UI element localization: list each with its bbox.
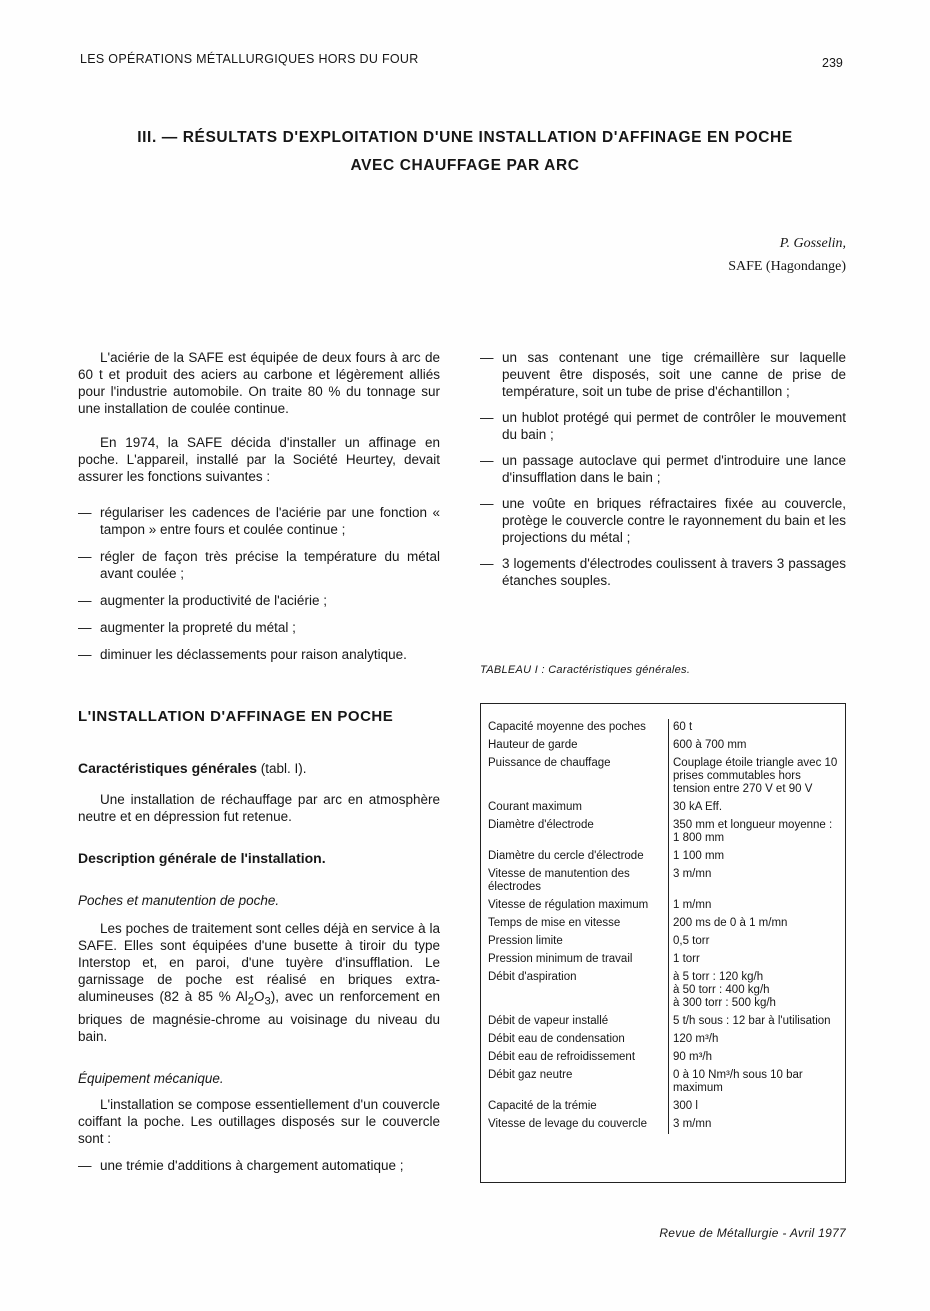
table-cell-value: 3 m/mn <box>673 1118 712 1130</box>
list-item: — une voûte en briques réfractaires fixée au couvercle, protège le couvercle contre le rayonnement du bain et les projections du métal ; <box>480 496 846 545</box>
table-cell-value: 300 l <box>673 1100 698 1112</box>
table-cell-label: Débit eau de condensation <box>486 1031 669 1049</box>
author-affiliation: SAFE (Hagondange) <box>728 259 846 274</box>
intro-paragraph-2: En 1974, la SAFE décida d'installer un affinage en poche. L'appareil, installé par la Société Heurtey, devait assurer les fonctions suivantes : <box>78 435 440 484</box>
intro-paragraph-1: L'aciérie de la SAFE est équipée de deux fours à arc de 60 t et produit des aciers au carbone et légèrement alliés pour l'industrie automobile. On traite 80 % du tonnage sur une installation de coulée continue. <box>78 350 440 416</box>
table-cell-value: 600 à 700 mm <box>673 739 747 751</box>
list-item: — diminuer les déclassements pour raison analytique. <box>78 647 407 662</box>
table-cell-value: 90 m³/h <box>673 1051 712 1063</box>
table-cell-label: Capacité de la trémie <box>486 1098 669 1116</box>
list-item: — régulariser les cadences de l'aciérie par une fonction « tampon » entre fours et coulée continue ; <box>78 505 440 537</box>
list-item: — un sas contenant une tige crémaillère sur laquelle peuvent être disposés, soit une canne de prise de température, soit un tube de prise d'échantillon ; <box>480 350 846 399</box>
table-row <box>486 1049 841 1067</box>
table-row <box>486 1031 841 1049</box>
poches-text: Les poches de traitement sont celles déjà en service à la SAFE. Elles sont équipées d'une busette à tiroir du type Interstop et, en paroi, d'une tuyère d'insufflation. Le garnissage de poche est réalisé en briques extra-alumineuses (82 à 85 % $Al_2O_3$), avec un renforcement en briques de magnésie-chrome au voisinage du niveau du bain. <box>78 921 440 1044</box>
equipement-text: L'installation se compose essentiellement d'un couvercle coiffant la poche. Les outillages disposés sur le couvercle sont : <box>78 1096 440 1146</box>
table-cell-value: 200 ms de 0 à 1 m/mn <box>673 917 788 929</box>
table-row <box>486 933 841 951</box>
table-row <box>486 848 841 866</box>
left-column-body <box>78 760 440 1174</box>
table-cell-label: Débit gaz neutre <box>486 1067 669 1098</box>
section-heading: L'INSTALLATION D'AFFINAGE EN POCHE <box>78 708 394 725</box>
page-number: 239 <box>822 56 843 70</box>
caracteristiques-text: Une installation de réchauffage par arc en atmosphère neutre et en dépression fut retenue. <box>78 792 440 824</box>
table-cell-label: Pression limite <box>486 933 669 951</box>
list-item: — augmenter la productivité de l'aciérie ; <box>78 593 327 608</box>
table-cell-value: 5 t/h sous : 12 bar à l'utilisation <box>673 1015 831 1027</box>
list-item: — un hublot protégé qui permet de contrôler le mouvement du bain ; <box>480 410 846 442</box>
right-column-list <box>480 349 846 589</box>
table-cell-label: Pression minimum de travail <box>486 951 669 969</box>
list-item: — régler de façon très précise la température du métal avant coulée ; <box>78 549 440 581</box>
table-cell-value: 3 m/mn <box>673 868 712 880</box>
table-cell-value: 1 torr <box>673 953 700 965</box>
table-row <box>486 897 841 915</box>
table-cell-label: Débit d'aspiration <box>486 969 669 1013</box>
title-line-1: III. — RÉSULTATS D'EXPLOITATION D'UNE INSTALLATION D'AFFINAGE EN POCHE <box>137 129 793 146</box>
subsection-caracteristiques <box>78 760 440 777</box>
table-cell-label: Diamètre du cercle d'électrode <box>486 848 669 866</box>
table-cell-value: 120 m³/h <box>673 1033 719 1045</box>
article-title <box>60 124 870 180</box>
characteristics-table <box>486 719 841 1134</box>
journal-footer: Revue de Métallurgie - Avril 1977 <box>659 1226 846 1240</box>
table-cell-value: 0,5 torr <box>673 935 710 947</box>
table-caption: TABLEAU I : Caractéristiques générales. <box>480 664 691 676</box>
table-cell-value: 0 à 10 Nm³/h sous 10 bar maximum <box>673 1069 803 1094</box>
table-row <box>486 1067 841 1098</box>
table-row <box>486 817 841 848</box>
title-line-2: AVEC CHAUFFAGE PAR ARC <box>350 157 580 174</box>
list-item: — 3 logements d'électrodes coulissent à travers 3 passages étanches souples. <box>480 556 846 588</box>
table-cell-label: Puissance de chauffage <box>486 755 669 799</box>
table-cell-label: Vitesse de levage du couvercle <box>486 1116 669 1134</box>
running-header: LES OPÉRATIONS MÉTALLURGIQUES HORS DU FOUR <box>80 52 419 66</box>
table-cell-value: 30 kA Eff. <box>673 801 723 813</box>
list-item: — augmenter la propreté du métal ; <box>78 620 296 635</box>
subsection-heading: Caractéristiques générales <box>78 760 257 776</box>
poches-heading: Poches et manutention de poche. <box>78 893 280 908</box>
table-cell-label: Débit de vapeur installé <box>486 1013 669 1031</box>
table-row <box>486 1098 841 1116</box>
table-cell-value: à 5 torr : 120 kg/h à 50 torr : 400 kg/h à 300 torr : 500 kg/h <box>673 971 776 1009</box>
table-cell-label: Vitesse de manutention des électrodes <box>486 866 669 897</box>
table-row <box>486 799 841 817</box>
table-cell-label: Diamètre d'électrode <box>486 817 669 848</box>
table-row <box>486 915 841 933</box>
table-cell-label: Courant maximum <box>486 799 669 817</box>
table-row <box>486 951 841 969</box>
table-cell-label: Hauteur de garde <box>486 737 669 755</box>
table-cell-label: Vitesse de régulation maximum <box>486 897 669 915</box>
functions-list <box>78 504 440 663</box>
table-row <box>486 866 841 897</box>
table-row <box>486 969 841 1013</box>
table-cell-label: Débit eau de refroidissement <box>486 1049 669 1067</box>
table-cell-value: Couplage étoile triangle avec 10 prises commutables hors tension entre 270 V et 90 V <box>673 757 838 795</box>
table-reference: (tabl. I). <box>256 761 307 776</box>
list-item: — un passage autoclave qui permet d'introduire une lance d'insufflation dans le bain ; <box>480 453 846 485</box>
author-block <box>600 232 846 278</box>
equipement-heading: Équipement mécanique. <box>78 1070 224 1086</box>
list-item: — une trémie d'additions à chargement automatique ; <box>78 1157 404 1173</box>
table-cell-label: Capacité moyenne des poches <box>486 719 669 737</box>
table-row <box>486 755 841 799</box>
table-cell-value: 60 t <box>673 721 693 733</box>
table-row <box>486 719 841 737</box>
table-row <box>486 1013 841 1031</box>
table-cell-value: 1 m/mn <box>673 899 712 911</box>
author-name: P. Gosselin, <box>779 236 846 251</box>
table-cell-value: 350 mm et longueur moyenne : 1 800 mm <box>673 819 833 844</box>
table-row <box>486 1116 841 1134</box>
table-row <box>486 737 841 755</box>
subsection-heading: Description générale de l'installation. <box>78 850 326 866</box>
table-cell-label: Temps de mise en vitesse <box>486 915 669 933</box>
left-column-intro <box>78 349 440 485</box>
table-cell-value: 1 100 mm <box>673 850 725 862</box>
